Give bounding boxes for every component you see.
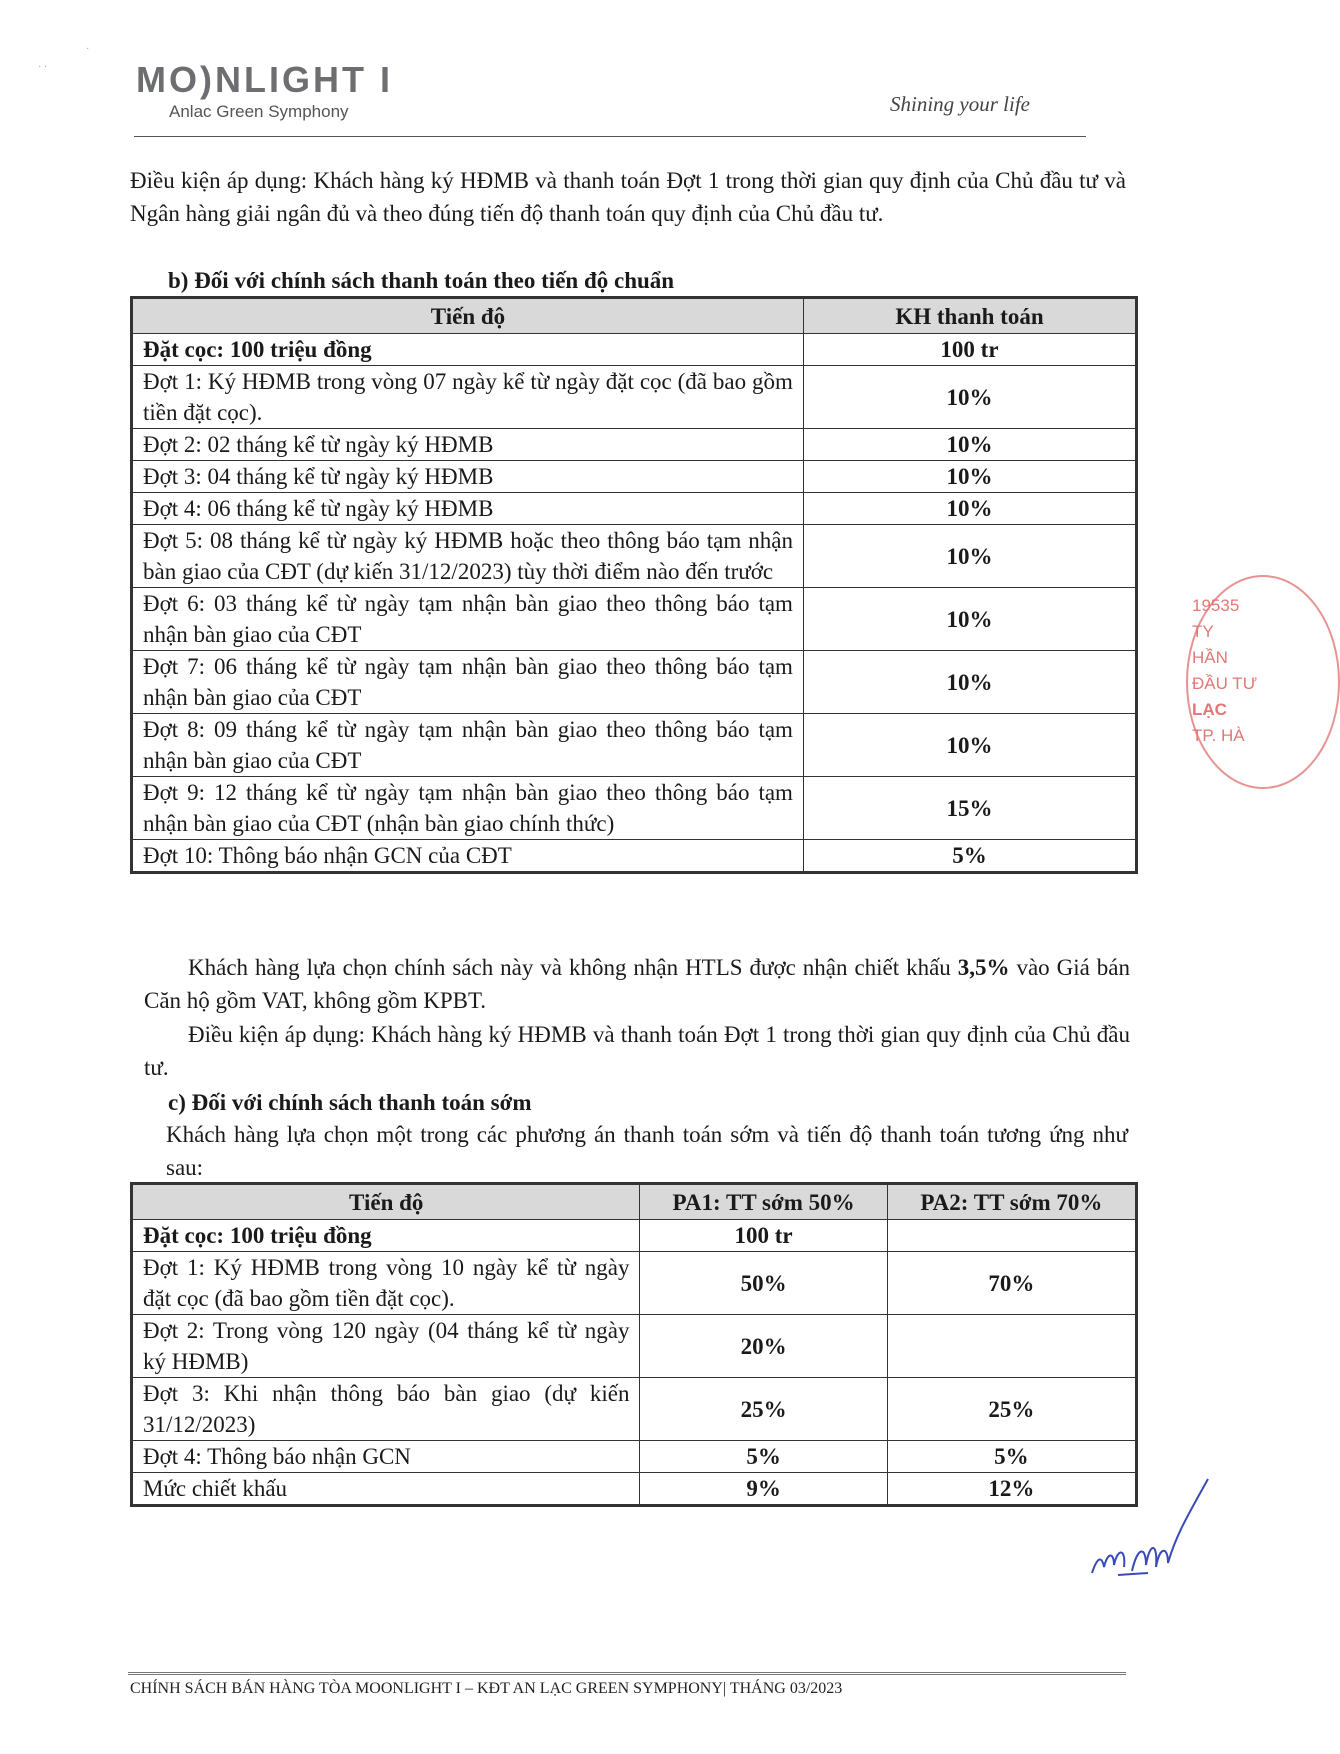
payment-cell: 100 tr [803, 334, 1136, 366]
pa2-cell [887, 1315, 1136, 1378]
table-row [132, 588, 1137, 651]
table-row [132, 366, 1137, 429]
pa2-cell: 5% [887, 1441, 1136, 1473]
stage-cell: Đợt 8: 09 tháng kể từ ngày tạm nhận bàn giao theo thông báo tạm nhận bàn giao của CĐT [132, 714, 804, 777]
stage-cell: Đợt 5: 08 tháng kể từ ngày ký HĐMB hoặc theo thông báo tạm nhận bàn giao của CĐT (dự kiến 31/12/2023) tùy thời điểm nào đến trước [132, 525, 804, 588]
note-discount: 3,5% [957, 955, 1010, 980]
company-seal [1178, 575, 1258, 785]
stage-cell: Đặt cọc: 100 triệu đồng [132, 334, 804, 366]
note-suffix: vào Giá bán Căn hộ gồm VAT, không gồm KPBT. [144, 955, 1130, 1013]
stage-cell: Đợt 7: 06 tháng kể từ ngày tạm nhận bàn giao theo thông báo tạm nhận bàn giao của CĐT [132, 651, 804, 714]
stage-cell: Mức chiết khấu [132, 1473, 640, 1506]
section-b-note [144, 951, 1130, 1017]
table-row [132, 1315, 1137, 1378]
logo-subtitle: Anlac Green Symphony [169, 102, 349, 121]
stage-cell: Đợt 2: Trong vòng 120 ngày (04 tháng kể từ ngày ký HĐMB) [132, 1315, 640, 1378]
standard-payment-table [130, 296, 1138, 874]
pa1-cell: 25% [640, 1378, 887, 1441]
payment-cell: 5% [803, 840, 1136, 873]
seal-line: TP. HÀ [1192, 726, 1245, 745]
table-row [132, 840, 1137, 873]
stage-cell: Đợt 2: 02 tháng kể từ ngày ký HĐMB [132, 429, 804, 461]
table-header-row [132, 298, 1137, 334]
pa1-cell: 9% [640, 1473, 887, 1506]
early-payment-table [130, 1182, 1138, 1507]
table-row [132, 1473, 1137, 1506]
payment-cell: 10% [803, 651, 1136, 714]
stage-cell: Đặt cọc: 100 triệu đồng [132, 1220, 640, 1252]
payment-cell: 10% [803, 714, 1136, 777]
pa1-cell: 20% [640, 1315, 887, 1378]
logo [136, 60, 393, 122]
seal-line: ĐẦU TƯ [1192, 674, 1258, 693]
stage-cell: Đợt 9: 12 tháng kể từ ngày tạm nhận bàn giao theo thông báo tạm nhận bàn giao của CĐT (nhận bàn giao chính thức) [132, 777, 804, 840]
table-row [132, 651, 1137, 714]
table-row [132, 1252, 1137, 1315]
seal-line: LẠC [1192, 700, 1227, 719]
payment-cell: 10% [803, 429, 1136, 461]
scan-mark: · [86, 44, 90, 55]
payment-cell: 10% [803, 493, 1136, 525]
intro-condition: Điều kiện áp dụng: Khách hàng ký HĐMB và thanh toán Đợt 1 trong thời gian quy định của Chủ đầu tư và Ngân hàng giải ngân đủ và theo đúng tiến độ thanh toán quy định của Chủ đầu tư. [130, 168, 1126, 226]
section-b-heading: b) Đối với chính sách thanh toán theo tiến độ chuẩn [168, 268, 675, 293]
tagline: Shining your life [890, 92, 1030, 116]
column-header-stage: Tiến độ [132, 1184, 640, 1220]
table-row [132, 1378, 1137, 1441]
table-row [132, 461, 1137, 493]
column-header-payment: KH thanh toán [803, 298, 1136, 334]
column-header-pa1: PA1: TT sớm 50% [640, 1184, 887, 1220]
table-header-row [132, 1184, 1137, 1220]
stage-cell: Đợt 1: Ký HĐMB trong vòng 10 ngày kể từ ngày đặt cọc (đã bao gồm tiền đặt cọc). [132, 1252, 640, 1315]
table-row [132, 525, 1137, 588]
seal-line: TY [1192, 622, 1214, 641]
pa2-cell [887, 1220, 1136, 1252]
payment-cell: 10% [803, 525, 1136, 588]
seal-text [1192, 593, 1257, 749]
column-header-stage: Tiến độ [132, 298, 804, 334]
seal-line: HẦN [1192, 648, 1228, 667]
payment-cell: 15% [803, 777, 1136, 840]
stage-cell: Đợt 3: Khi nhận thông báo bàn giao (dự kiến 31/12/2023) [132, 1378, 640, 1441]
stage-cell: Đợt 1: Ký HĐMB trong vòng 07 ngày kể từ ngày đặt cọc (đã bao gồm tiền đặt cọc). [132, 366, 804, 429]
pa2-cell: 70% [887, 1252, 1136, 1315]
table-row [132, 1220, 1137, 1252]
table-row [132, 714, 1137, 777]
scan-mark: · · [38, 62, 48, 73]
table-row [132, 777, 1137, 840]
table-row [132, 1441, 1137, 1473]
seal-line: 19535 [1192, 596, 1240, 615]
pa1-cell: 50% [640, 1252, 887, 1315]
section-c-intro: Khách hàng lựa chọn một trong các phương án thanh toán sớm và tiến độ thanh toán tương ứng như sau: [166, 1122, 1128, 1180]
stage-cell: Đợt 3: 04 tháng kể từ ngày ký HĐMB [132, 461, 804, 493]
section-b-condition: Điều kiện áp dụng: Khách hàng ký HĐMB và thanh toán Đợt 1 trong thời gian quy định của Chủ đầu tư. [144, 1022, 1130, 1080]
payment-cell: 10% [803, 588, 1136, 651]
pa1-cell: 5% [640, 1441, 887, 1473]
pa2-cell: 25% [887, 1378, 1136, 1441]
stage-cell: Đợt 6: 03 tháng kể từ ngày tạm nhận bàn giao theo thông báo tạm nhận bàn giao của CĐT [132, 588, 804, 651]
column-header-pa2: PA2: TT sớm 70% [887, 1184, 1136, 1220]
stage-cell: Đợt 4: Thông báo nhận GCN [132, 1441, 640, 1473]
footer-divider [128, 1672, 1126, 1675]
payment-cell: 10% [803, 461, 1136, 493]
table-row [132, 334, 1137, 366]
footer-text: CHÍNH SÁCH BÁN HÀNG TÒA MOONLIGHT I – KĐT AN LẠC GREEN SYMPHONY| THÁNG 03/2023 [130, 1680, 843, 1697]
note-prefix: Khách hàng lựa chọn chính sách này và không nhận HTLS được nhận chiết khấu [188, 955, 958, 980]
pa1-cell: 100 tr [640, 1220, 887, 1252]
pa2-cell: 12% [887, 1473, 1136, 1506]
payment-cell: 10% [803, 366, 1136, 429]
stage-cell: Đợt 10: Thông báo nhận GCN của CĐT [132, 840, 804, 873]
header-divider [134, 136, 1086, 137]
section-c-heading: c) Đối với chính sách thanh toán sớm [168, 1090, 532, 1115]
signature [1088, 1475, 1218, 1585]
table-row [132, 493, 1137, 525]
stage-cell: Đợt 4: 06 tháng kể từ ngày ký HĐMB [132, 493, 804, 525]
logo-text: MO)NLIGHT I [136, 59, 393, 100]
table-row [132, 429, 1137, 461]
